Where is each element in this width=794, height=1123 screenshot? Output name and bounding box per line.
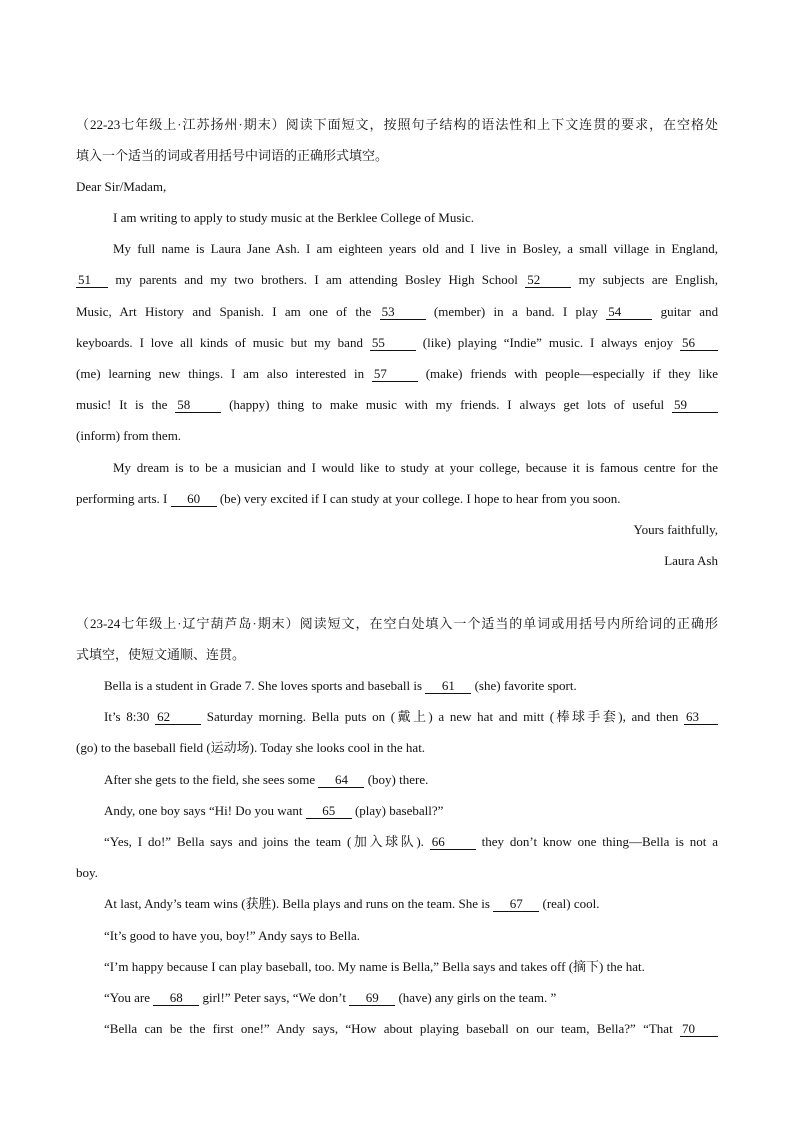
text-segment: (me) learning new things. I am also interested in xyxy=(76,366,365,381)
story-line xyxy=(104,990,718,1006)
story-line: “I’m happy because I can play baseball, too. My name is Bella,” Bella says and takes off (摘下) the hat. xyxy=(104,959,645,974)
section1-instruction-line2: 填入一个适当的词或者用括号中词语的正确形式填空。 xyxy=(76,148,389,163)
text-segment: Music, Art History and Spanish. I am one of the xyxy=(76,304,372,319)
blank-58[interactable]: 58 xyxy=(175,398,221,413)
text-segment: It’s 8:30 xyxy=(104,709,150,724)
text-segment: At last, Andy’s team wins (获胜). Bella plays and runs on the team. She is xyxy=(104,896,490,911)
letter-paragraph-3: My dream is to be a musician and I would like to study at your college, because it is famous centre for the xyxy=(113,460,718,475)
letter-line xyxy=(76,397,718,413)
section2-instruction-line2: 式填空，使短文通顺、连贯。 xyxy=(76,647,246,662)
blank-63[interactable]: 63 xyxy=(684,710,718,725)
text-segment: Saturday morning. Bella puts on (戴上) a new hat and mitt (棒球手套), and then xyxy=(206,709,679,724)
story-line xyxy=(104,834,718,850)
text-segment: girl!” Peter says, “We don’t xyxy=(202,990,346,1005)
blank-68[interactable]: 68 xyxy=(153,991,199,1006)
letter-salutation: Dear Sir/Madam, xyxy=(76,179,167,194)
blank-52[interactable]: 52 xyxy=(525,273,571,288)
story-line xyxy=(104,678,718,694)
blank-53[interactable]: 53 xyxy=(380,305,426,320)
story-line xyxy=(104,709,718,725)
blank-70[interactable]: 70 xyxy=(680,1022,718,1037)
blank-65[interactable]: 65 xyxy=(306,804,352,819)
letter-line xyxy=(76,366,718,382)
blank-60[interactable]: 60 xyxy=(171,492,217,507)
blank-55[interactable]: 55 xyxy=(370,336,416,351)
letter-line xyxy=(76,335,718,351)
letter-line xyxy=(76,491,718,507)
blank-57[interactable]: 57 xyxy=(372,367,418,382)
text-segment: music! It is the xyxy=(76,397,168,412)
text-segment: (have) any girls on the team. ” xyxy=(398,990,557,1005)
text-segment: they don’t know one thing—Bella is not a xyxy=(481,834,719,849)
text-segment: “Bella can be the first one!” Andy says, “How about playing baseball on our team, Bella?” “That xyxy=(104,1021,673,1036)
text-segment: my subjects are English, xyxy=(578,272,719,287)
text-segment: (like) playing “Indie” music. I always enjoy xyxy=(422,335,674,350)
blank-67[interactable]: 67 xyxy=(493,897,539,912)
letter-line xyxy=(76,272,718,288)
text-segment: (happy) thing to make music with my friends. I always get lots of useful xyxy=(229,397,665,412)
blank-56[interactable]: 56 xyxy=(680,336,718,351)
story-line xyxy=(104,1021,718,1037)
text-segment: “Yes, I do!” Bella says and joins the team (加入球队). xyxy=(104,834,424,849)
text-segment: (boy) there. xyxy=(367,772,429,787)
story-line: boy. xyxy=(76,865,98,880)
letter-closing: Yours faithfully, xyxy=(633,522,718,537)
letter-line: (inform) from them. xyxy=(76,428,182,443)
blank-64[interactable]: 64 xyxy=(318,773,364,788)
letter-line: My full name is Laura Jane Ash. I am eighteen years old and I live in Bosley, a small village in England, xyxy=(113,241,718,256)
text-segment: (real) cool. xyxy=(542,896,600,911)
story-line: (go) to the baseball field (运动场). Today she looks cool in the hat. xyxy=(76,740,426,755)
story-line: “It’s good to have you, boy!” Andy says to Bella. xyxy=(104,928,360,943)
text-segment: Andy, one boy says “Hi! Do you want xyxy=(104,803,303,818)
blank-51[interactable]: 51 xyxy=(76,273,108,288)
text-segment: performing arts. I xyxy=(76,491,168,506)
section2-instruction-line1: （23-24七年级上·辽宁葫芦岛·期末）阅读短文，在空白处填入一个适当的单词或用括号内所给词的正确形 xyxy=(76,616,718,631)
blank-61[interactable]: 61 xyxy=(425,679,471,694)
text-segment: keyboards. I love all kinds of music but my band xyxy=(76,335,363,350)
text-segment: (make) friends with people—especially if they like xyxy=(425,366,719,381)
blank-69[interactable]: 69 xyxy=(349,991,395,1006)
story-line xyxy=(104,896,718,912)
letter-line xyxy=(76,304,718,320)
story-line xyxy=(104,803,718,819)
text-segment: “You are xyxy=(104,990,150,1005)
letter-paragraph-1: I am writing to apply to study music at the Berklee College of Music. xyxy=(113,210,475,225)
letter-signature: Laura Ash xyxy=(664,553,718,568)
blank-59[interactable]: 59 xyxy=(672,398,718,413)
blank-66[interactable]: 66 xyxy=(430,835,476,850)
text-segment: (be) very excited if I can study at your college. I hope to hear from you soon. xyxy=(219,491,621,506)
text-segment: (she) favorite sport. xyxy=(474,678,577,693)
text-segment: Bella is a student in Grade 7. She loves sports and baseball is xyxy=(104,678,423,693)
story-line xyxy=(104,772,718,788)
text-segment: After she gets to the field, she sees some xyxy=(104,772,316,787)
text-segment: my parents and my two brothers. I am attending Bosley High School xyxy=(115,272,518,287)
text-segment: guitar and xyxy=(660,304,719,319)
text-segment: (member) in a band. I play xyxy=(433,304,598,319)
blank-62[interactable]: 62 xyxy=(155,710,201,725)
section1-instruction-line1: （22-23七年级上·江苏扬州·期末）阅读下面短文，按照句子结构的语法性和上下文连贯的要求，在空格处 xyxy=(76,117,718,132)
text-segment: (play) baseball?” xyxy=(354,803,444,818)
blank-54[interactable]: 54 xyxy=(606,305,652,320)
